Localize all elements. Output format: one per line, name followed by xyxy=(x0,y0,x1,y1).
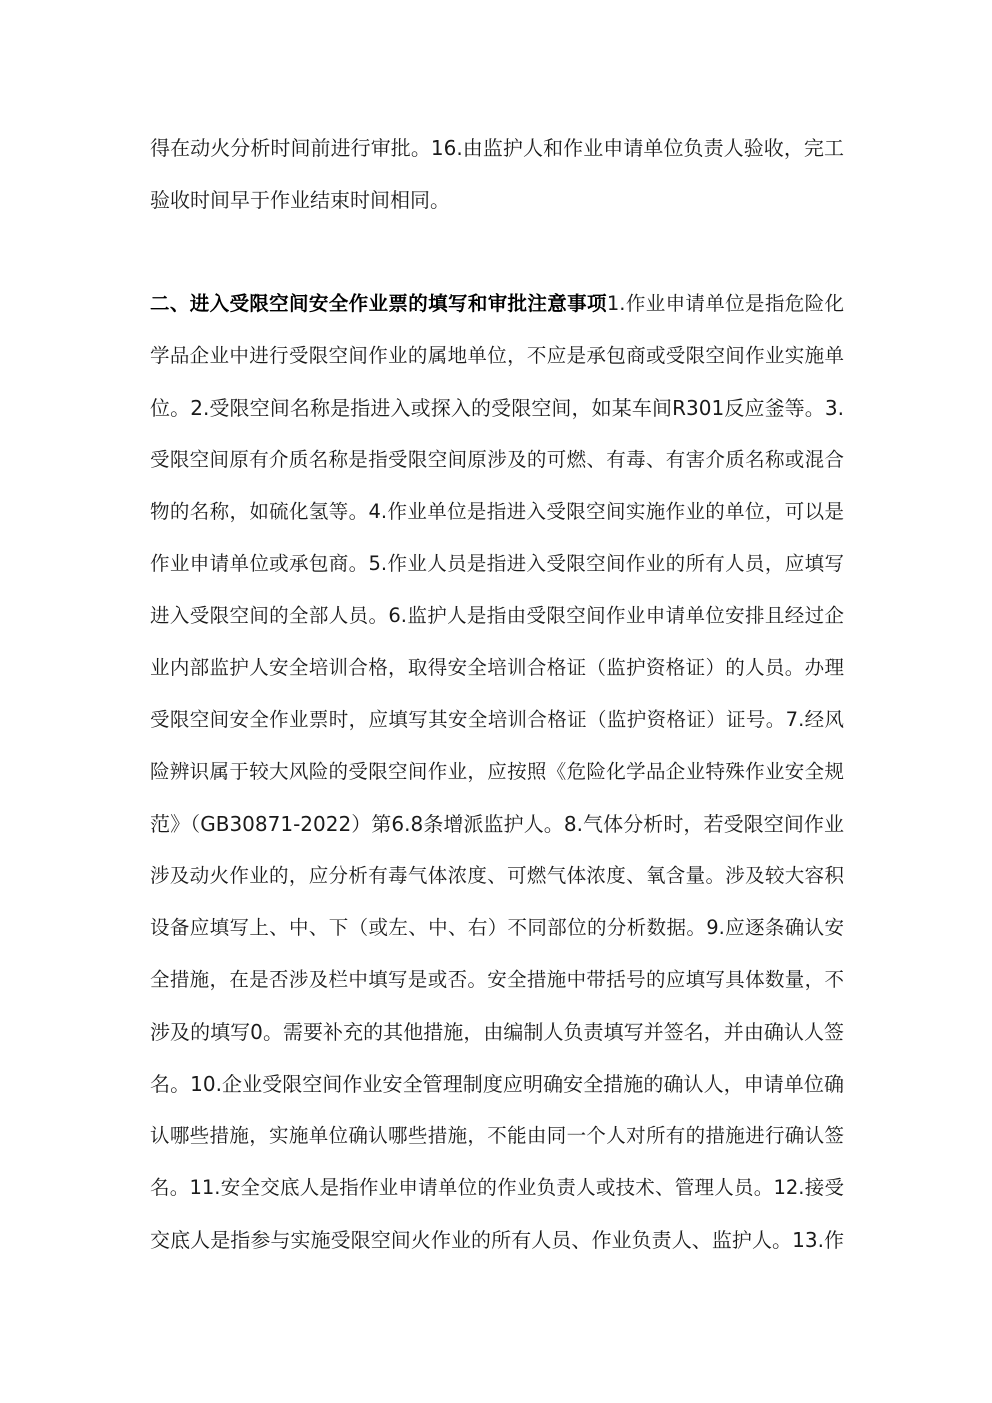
text-line: 险辨识属于较大风险的受限空间作业，应按照《危险化学品企业特殊作业安全规 xyxy=(150,760,844,783)
text-line: 认哪些措施，实施单位确认哪些措施，不能由同一个人对所有的措施进行确认签 xyxy=(150,1124,844,1147)
section-heading-line xyxy=(150,286,844,322)
text-line: 涉及的填写0。需要补充的其他措施，由编制人负责填写并签名，并由确认人签 xyxy=(150,1020,844,1044)
text-line: 进入受限空间的全部人员。6.监护人是指由受限空间作业申请单位安排且经过企 xyxy=(150,604,844,627)
text-line: 作业申请单位或承包商。5.作业人员是指进入受限空间作业的所有人员，应填写 xyxy=(150,552,844,575)
text-line: 位。2.受限空间名称是指进入或探入的受限空间，如某车间R301反应釜等。3. xyxy=(150,396,844,420)
text-line: 名。10.企业受限空间作业安全管理制度应明确安全措施的确认人，申请单位确 xyxy=(150,1072,844,1096)
text-line: 得在动火分析时间前进行审批。16.由监护人和作业申请单位负责人验收，完工 xyxy=(150,136,844,160)
text-line: 受限空间安全作业票时，应填写其安全培训合格证（监护资格证）证号。7.经风 xyxy=(150,708,844,731)
text-line: 验收时间早于作业结束时间相同。 xyxy=(150,188,450,212)
text-line: 交底人是指参与实施受限空间火作业的所有人员、作业负责人、监护人。13.作 xyxy=(150,1228,844,1252)
text-line: 范》（GB30871-2022）第6.8条增派监护人。8.气体分析时，若受限空间作业 xyxy=(150,812,844,836)
text-line: 受限空间原有介质名称是指受限空间原涉及的可燃、有毒、有害介质名称或混合 xyxy=(150,448,844,471)
text-line: 涉及动火作业的，应分析有毒气体浓度、可燃气体浓度、氧含量。涉及较大容积 xyxy=(150,864,844,887)
text-line: 名。11.安全交底人是指作业申请单位的作业负责人或技术、管理人员。12.接受 xyxy=(150,1176,844,1199)
section-heading: 二、进入受限空间安全作业票的填写和审批注意事项 xyxy=(150,292,607,315)
text-span: 1.作业申请单位是指危险化 xyxy=(606,292,844,315)
text-line: 全措施，在是否涉及栏中填写是或否。安全措施中带括号的应填写具体数量，不 xyxy=(150,968,844,991)
text-line: 物的名称，如硫化氢等。4.作业单位是指进入受限空间实施作业的单位，可以是 xyxy=(150,500,844,523)
text-line: 设备应填写上、中、下（或左、中、右）不同部位的分析数据。9.应逐条确认安 xyxy=(150,916,844,939)
text-line: 学品企业中进行受限空间作业的属地单位，不应是承包商或受限空间作业实施单 xyxy=(150,344,844,367)
text-line: 业内部监护人安全培训合格，取得安全培训合格证（监护资格证）的人员。办理 xyxy=(150,656,844,679)
